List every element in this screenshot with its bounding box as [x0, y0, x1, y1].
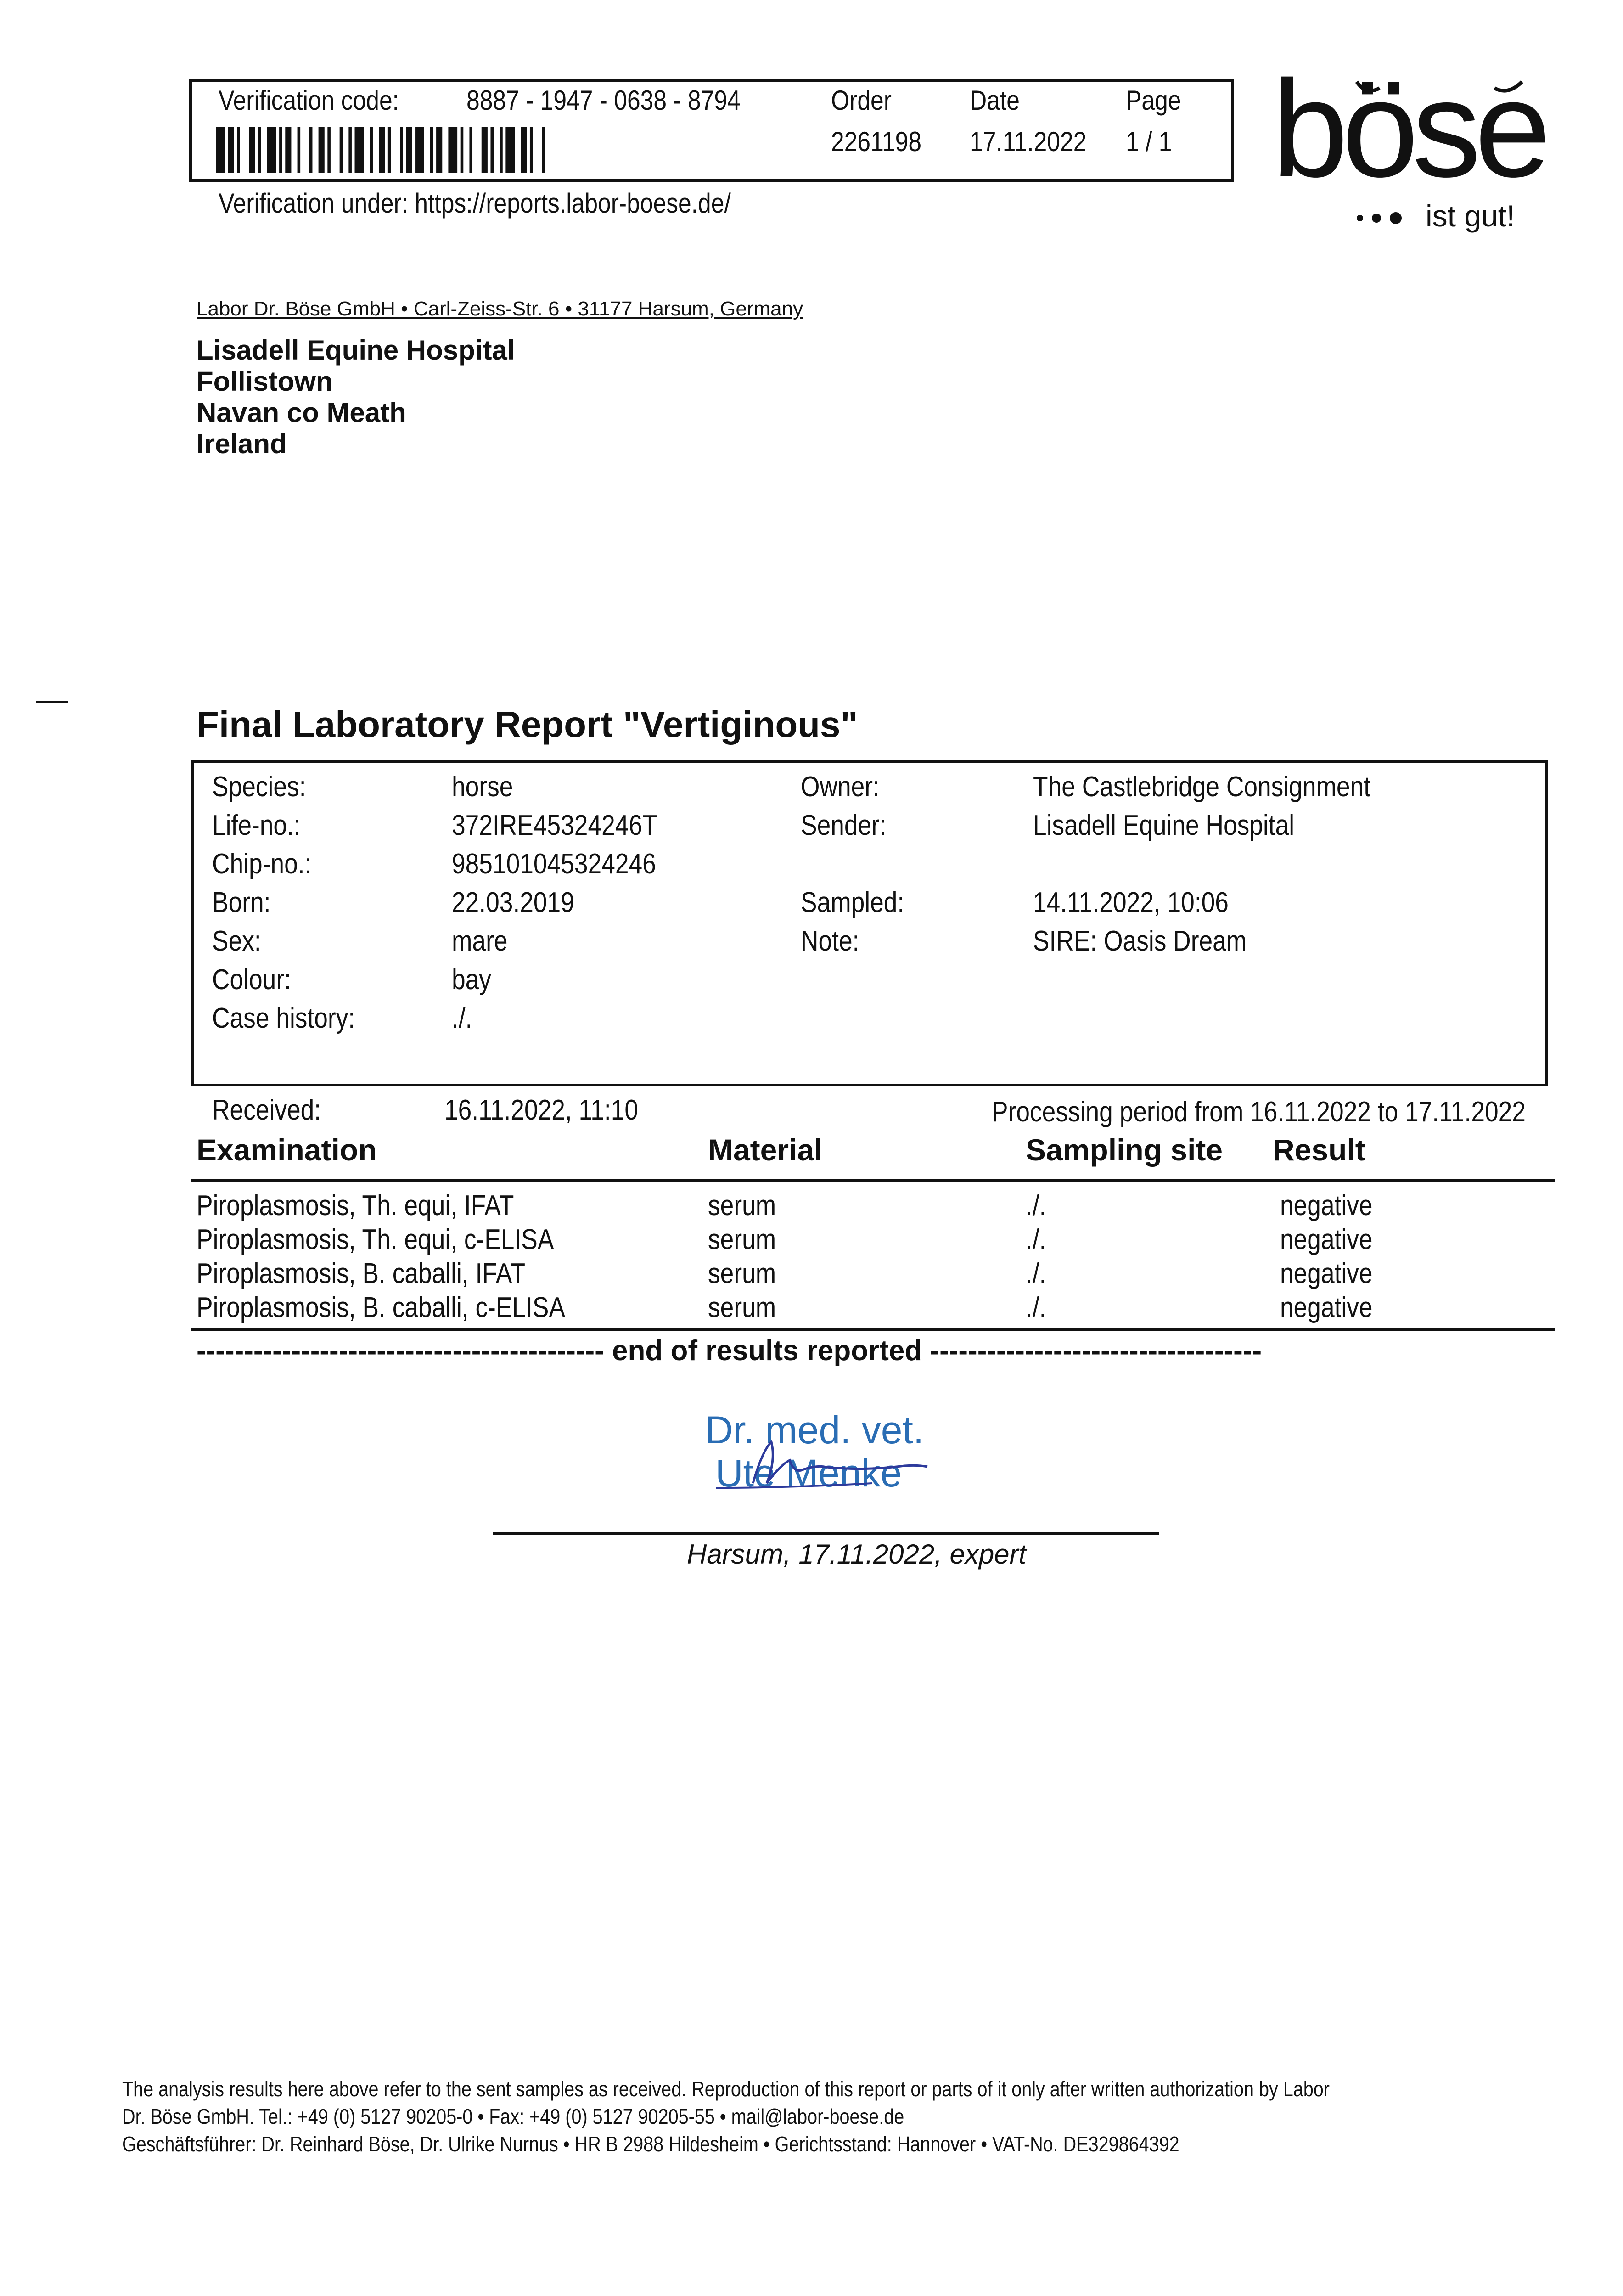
table-cell-sampling-site: ./.: [1026, 1258, 1046, 1289]
table-cell-result: negative: [1280, 1224, 1373, 1255]
patient-label: Species:: [212, 771, 306, 803]
patient-value: 372IRE45324246T: [452, 810, 657, 841]
verification-url: Verification under: https://reports.labor-boese.de/: [219, 188, 731, 219]
processing-period: Processing period from 16.11.2022 to 17.11.2022: [992, 1096, 1526, 1128]
page-label: Page: [1126, 85, 1181, 116]
patient-value: The Castlebridge Consignment: [1033, 771, 1371, 803]
patient-label: Colour:: [212, 964, 291, 996]
table-cell-material: serum: [708, 1190, 776, 1221]
patient-value: Lisadell Equine Hospital: [1033, 810, 1295, 841]
recipient-line: Ireland: [197, 428, 287, 459]
patient-value: bay: [452, 964, 491, 996]
page-value: 1 / 1: [1126, 126, 1172, 157]
signature-stamp-name: Ute Menke: [715, 1452, 902, 1495]
patient-label: Sampled:: [801, 887, 904, 918]
patient-label: Case history:: [212, 1002, 355, 1034]
table-cell-sampling-site: ./.: [1026, 1292, 1046, 1323]
patient-label: Sender:: [801, 810, 887, 841]
table-header-examination: Examination: [197, 1133, 377, 1167]
order-value: 2261198: [831, 126, 922, 157]
logo-smile-icon: [1352, 77, 1531, 100]
report-title: Final Laboratory Report "Vertiginous": [197, 704, 858, 745]
date-label: Date: [970, 85, 1020, 116]
table-cell-sampling-site: ./.: [1026, 1224, 1046, 1255]
recipient-line: Navan co Meath: [197, 397, 406, 428]
table-header-sampling-site: Sampling site: [1026, 1133, 1223, 1167]
footer-line: Geschäftsführer: Dr. Reinhard Böse, Dr. Ulrike Nurnus • HR B 2988 Hildesheim • Gerichtsstand: Hannover • VAT-No. DE329864392: [122, 2132, 1179, 2156]
patient-value: horse: [452, 771, 513, 803]
patient-value: 14.11.2022, 10:06: [1033, 887, 1229, 918]
patient-label: Life-no.:: [212, 810, 301, 841]
verification-label: Verification code:: [219, 85, 399, 116]
table-cell-sampling-site: ./.: [1026, 1190, 1046, 1221]
table-cell-result: negative: [1280, 1190, 1373, 1221]
table-cell-result: negative: [1280, 1292, 1373, 1323]
footer-line: Dr. Böse GmbH. Tel.: +49 (0) 5127 90205-0 • Fax: +49 (0) 5127 90205-55 • mail@labor-boese.de: [122, 2105, 904, 2128]
patient-value: SIRE: Oasis Dream: [1033, 925, 1247, 957]
patient-value: mare: [452, 925, 508, 957]
barcode-icon: [216, 127, 551, 173]
patient-label: Sex:: [212, 925, 261, 957]
table-cell-material: serum: [708, 1224, 776, 1255]
table-cell-result: negative: [1280, 1258, 1373, 1289]
table-cell-examination: Piroplasmosis, B. caballi, IFAT: [197, 1258, 526, 1289]
verification-code: 8887 - 1947 - 0638 - 8794: [466, 85, 741, 116]
table-cell-material: serum: [708, 1292, 776, 1323]
recipient-line: Lisadell Equine Hospital: [197, 335, 515, 366]
fold-mark: [36, 701, 68, 703]
patient-label: Chip-no.:: [212, 848, 312, 880]
patient-label: Owner:: [801, 771, 880, 803]
table-header-rule: [191, 1179, 1555, 1182]
patient-label: Born:: [212, 887, 271, 918]
patient-value: 22.03.2019: [452, 887, 574, 918]
table-cell-examination: Piroplasmosis, Th. equi, c-ELISA: [197, 1224, 554, 1255]
table-cell-material: serum: [708, 1258, 776, 1289]
table-cell-examination: Piroplasmosis, B. caballi, c-ELISA: [197, 1292, 566, 1323]
table-bottom-rule: [191, 1328, 1555, 1331]
sender-address-line: Labor Dr. Böse GmbH • Carl-Zeiss-Str. 6 • 31177 Harsum, Germany: [197, 298, 803, 320]
logo-tagline: ist gut!: [1426, 199, 1515, 233]
patient-label: Note:: [801, 925, 859, 957]
order-label: Order: [831, 85, 892, 116]
footer-line: The analysis results here above refer to the sent samples as received. Reproduction of this report or parts of it only after written authorization by Labor: [122, 2077, 1330, 2101]
table-cell-examination: Piroplasmosis, Th. equi, IFAT: [197, 1190, 514, 1221]
signature-stamp-title: Dr. med. vet.: [705, 1408, 924, 1452]
signature-caption: Harsum, 17.11.2022, expert: [687, 1539, 1027, 1570]
handwritten-signature-icon: [698, 1433, 973, 1506]
three-dots-icon: [1355, 209, 1410, 227]
signature-line: [493, 1532, 1159, 1535]
date-value: 17.11.2022: [970, 126, 1087, 157]
received-value: 16.11.2022, 11:10: [444, 1094, 639, 1126]
recipient-line: Follistown: [197, 366, 333, 397]
patient-value: 985101045324246: [452, 848, 656, 880]
table-header-material: Material: [708, 1133, 823, 1167]
patient-value: ./.: [452, 1002, 472, 1034]
table-header-result: Result: [1273, 1133, 1365, 1167]
logo-wordmark: böse: [1272, 51, 1545, 206]
received-label: Received:: [212, 1094, 321, 1126]
end-of-results-line: ------------------------------------------- end of results reported -----------------------------------: [197, 1335, 1262, 1367]
